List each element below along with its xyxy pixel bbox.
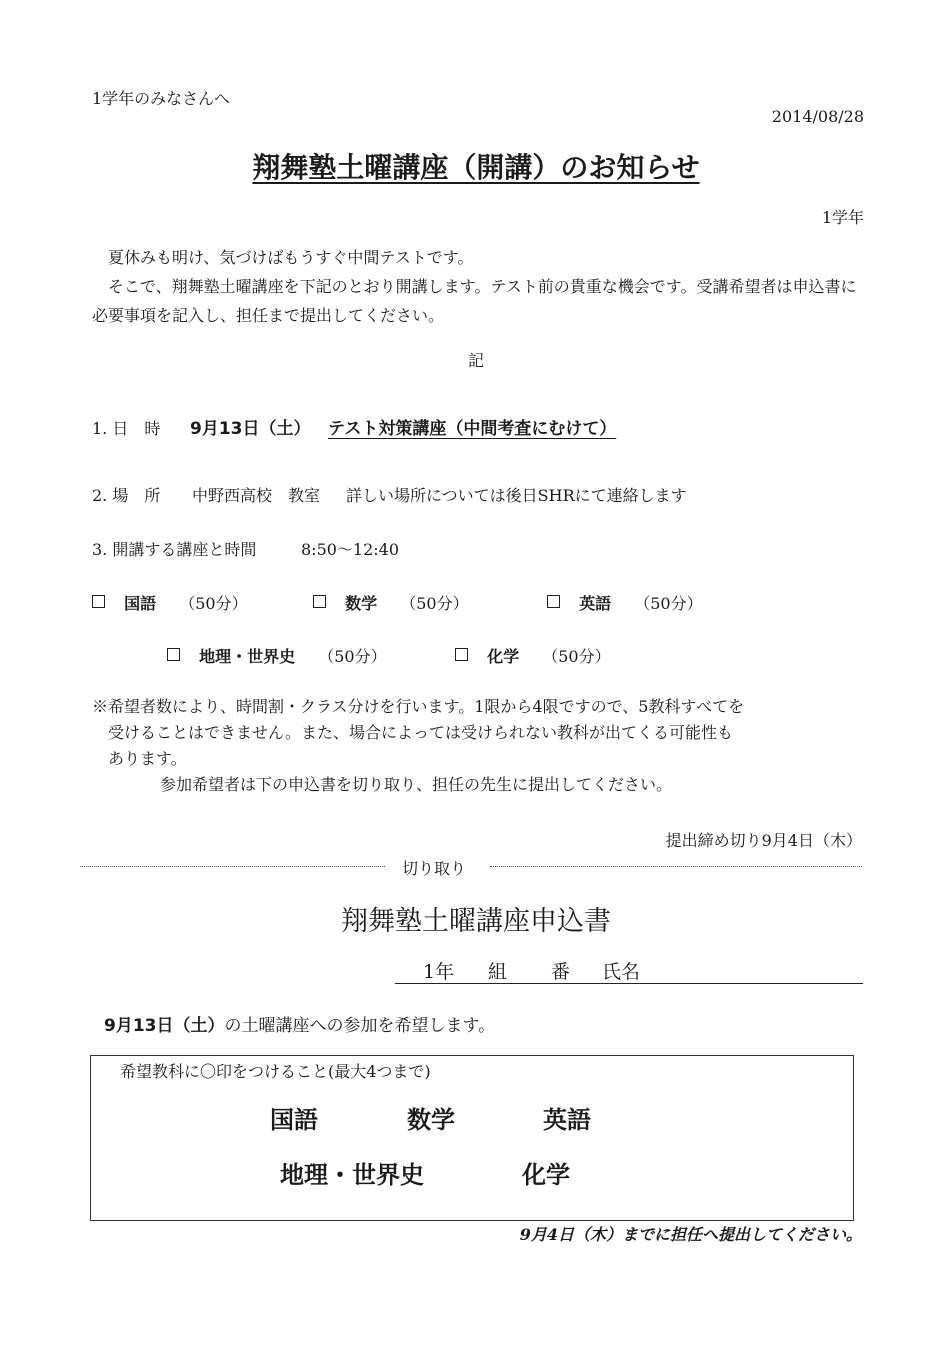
form-class-label: 組	[488, 961, 508, 983]
subject-duration: （50分）	[179, 594, 248, 613]
form-subject[interactable]: 数学	[407, 1106, 455, 1134]
item1-date: 9月13日（土）	[190, 419, 311, 439]
sender: 1学年	[821, 208, 864, 227]
form-subject[interactable]: 英語	[543, 1106, 591, 1134]
subject-name: 地理・世界史	[199, 647, 296, 666]
checkbox-icon	[455, 648, 468, 661]
addressee: 1学年のみなさんへ	[92, 89, 230, 108]
subject-name: 数学	[345, 594, 378, 613]
note-line-3: あります。	[108, 749, 187, 768]
subject-name: 化学	[487, 647, 520, 666]
intro-paragraph	[92, 243, 872, 330]
deadline-notice: 提出締め切り9月4日（木）	[665, 831, 862, 850]
document-date: 2014/08/28	[771, 107, 864, 126]
subject-duration: （50分）	[400, 594, 469, 613]
note-line-4: 参加希望者は下の申込書を切り取り、担任の先生に提出してください。	[160, 775, 673, 794]
checkbox-icon	[547, 595, 560, 608]
checkbox-icon	[313, 595, 326, 608]
subject-duration: （50分）	[542, 647, 611, 666]
form-subject[interactable]: 国語	[270, 1106, 318, 1134]
item1-course: テスト対策講座（中間考査にむけて）	[328, 419, 617, 439]
form-statement-text: の土曜講座への参加を希望します。	[224, 1016, 496, 1036]
box-instruction: 希望教科に〇印をつけること(最大4つまで)	[120, 1062, 431, 1081]
page-title: 翔舞塾土曜講座（開講）のお知らせ	[252, 151, 700, 184]
subject-option	[455, 644, 611, 667]
item3-time: 8:50〜12:40	[301, 540, 400, 559]
subject-duration: （50分）	[634, 594, 703, 613]
form-number-label: 番	[551, 961, 571, 983]
subject-duration: （50分）	[318, 647, 387, 666]
item1-label: 1. 日 時	[92, 419, 161, 438]
checkbox-icon	[92, 595, 105, 608]
cut-label: 切り取り	[402, 859, 467, 878]
ki-heading: 記	[467, 351, 484, 370]
subject-name: 国語	[124, 594, 157, 613]
form-date: 9月13日（土）	[104, 1016, 225, 1036]
cut-line-right	[490, 866, 862, 867]
form-subject[interactable]: 化学	[522, 1161, 570, 1189]
form-name-label: 氏名	[602, 961, 641, 983]
form-grade: 1年	[423, 961, 455, 983]
subject-option	[167, 644, 387, 667]
note-line-1: ※希望者数により、時間割・クラス分けを行います。1限から4限ですので、5教科すべてを	[92, 697, 745, 716]
item2-detail: 詳しい場所については後日SHRにて連絡します	[346, 486, 687, 505]
form-statement	[104, 1011, 495, 1036]
item2-place: 中野西高校 教室	[192, 486, 321, 505]
checkbox-icon	[167, 648, 180, 661]
form-footer: 9月4日（木）までに担任へ提出してください。	[519, 1225, 862, 1244]
subject-option	[92, 591, 248, 614]
note-line-2: 受けることはできません。また、場合によっては受けられない教科が出てくる可能性も	[108, 723, 733, 742]
intro-line-2: そこで、翔舞塾土曜講座を下記のとおり開講します。テスト前の貴重な機会です。受講希望者は申込書に必要事項を記入し、担任まで提出してください。	[92, 277, 857, 325]
form-title: 翔舞塾土曜講座申込書	[341, 906, 611, 937]
subject-name: 英語	[579, 594, 612, 613]
subject-option	[547, 591, 703, 614]
item3-label: 3. 開講する講座と時間	[92, 540, 257, 559]
form-subject[interactable]: 地理・世界史	[280, 1161, 424, 1189]
name-underline	[395, 983, 863, 984]
item2-label: 2. 場 所	[92, 486, 161, 505]
intro-line-1: 夏休みも明け、気づけばもうすぐ中間テストです。	[108, 248, 474, 267]
cut-line-left	[80, 866, 385, 867]
subject-option	[313, 591, 469, 614]
note	[92, 694, 812, 798]
